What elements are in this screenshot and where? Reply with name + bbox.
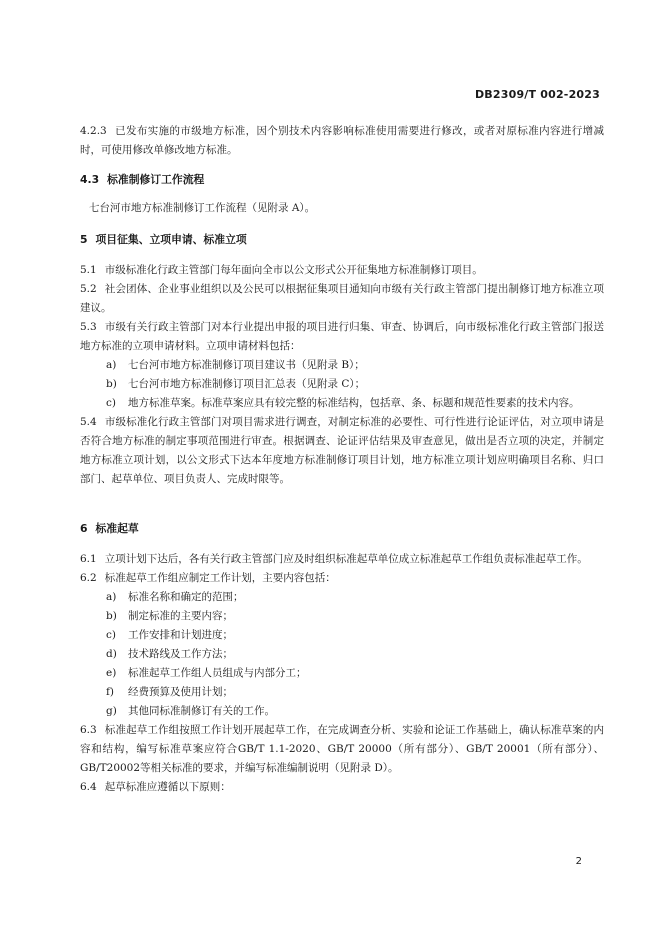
document-body: [80, 122, 604, 797]
list-item: [80, 664, 604, 683]
section-number: 4.3: [80, 173, 100, 186]
list-marker: g): [106, 705, 117, 717]
list-text: 其他同标准制修订有关的工作。: [128, 705, 275, 717]
section-heading-4-3: [80, 170, 604, 189]
clause-6-2-list: [80, 588, 604, 721]
clause-text: 立项计划下达后，各有关行政主管部门应及时组织标准起草单位成立标准起草工作组负责标准起草工作。: [104, 553, 588, 565]
clause-6-2: [80, 569, 604, 588]
clause-text: 市级标准化行政主管部门对项目需求进行调查，对制定标准的必要性、可行性进行论证评估，对立项申请是否符合地方标准的制定事项范围进行审查。根据调查、论证评估结果及审查意见，做出是否立项的决定，并制定地方标准立项计划，以公文形式下达本年度地方标准制修订项目计划，地方标准立项计划应明确项目名称、归口部门、起草单位、项目负责人、完成时限等。: [80, 416, 604, 485]
list-marker: a): [106, 359, 117, 371]
list-item: [80, 702, 604, 721]
list-item: [80, 356, 604, 375]
list-marker: b): [106, 610, 117, 622]
list-text: 制定标准的主要内容；: [128, 610, 233, 622]
list-text: 经费预算及使用计划；: [128, 686, 233, 698]
clause-text: 起草标准应遵循以下原则：: [104, 781, 231, 793]
list-marker: c): [106, 629, 116, 641]
section-title: 标准制修订工作流程: [107, 173, 205, 186]
list-text: 标准起草工作组人员组成与内部分工；: [128, 667, 307, 679]
list-text: 七台河市地方标准制修订项目建议书（见附录 B）；: [128, 359, 365, 371]
list-marker: e): [106, 667, 117, 679]
clause-6-4: [80, 778, 604, 797]
section-title: 标准起草: [95, 522, 139, 535]
clause-number: 6.1: [80, 553, 97, 565]
list-text: 技术路线及工作方法；: [128, 648, 233, 660]
clause-5-3: [80, 318, 604, 356]
clause-number: 5.4: [80, 416, 97, 428]
clause-number: 4.2.3: [80, 125, 107, 137]
list-marker: b): [106, 378, 117, 390]
clause-5-1: [80, 261, 604, 280]
section-title: 项目征集、立项申请、标准立项: [95, 233, 247, 246]
clause-6-1: [80, 550, 604, 569]
list-item: [80, 626, 604, 645]
clause-text: 已发布实施的市级地方标准，因个别技术内容影响标准使用需要进行修改，或者对原标准内容进行增减时，可使用修改单修改地方标准。: [80, 125, 604, 156]
list-item: [80, 375, 604, 394]
clause-text: 标准起草工作组应制定工作计划，主要内容包括：: [104, 572, 336, 584]
list-text: 地方标准草案。标准草案应具有较完整的标准结构，包括章、条、标题和规范性要素的技术内容。: [128, 397, 580, 409]
clause-number: 6.3: [80, 724, 97, 736]
list-marker: f): [106, 686, 114, 698]
clause-text: 市级标准化行政主管部门每年面向全市以公文形式公开征集地方标准制修订项目。: [104, 264, 483, 276]
clause-4-2-3: [80, 122, 604, 160]
section-4-3-text: 七台河市地方标准制修订工作流程（见附录 A）。: [89, 202, 316, 214]
section-number: 5: [80, 233, 88, 246]
list-text: 工作安排和计划进度；: [128, 629, 233, 641]
list-item: [80, 394, 604, 413]
section-heading-5: [80, 230, 604, 249]
list-item: [80, 588, 604, 607]
clause-5-4: [80, 413, 604, 489]
clause-number: 5.2: [80, 283, 97, 295]
clause-5-3-list: [80, 356, 604, 413]
clause-text: 市级有关行政主管部门对本行业提出申报的项目进行归集、审查、协调后，向市级标准化行政主管部门报送地方标准的立项申请材料。立项申请材料包括：: [80, 321, 604, 352]
clause-number: 6.4: [80, 781, 97, 793]
clause-text: 社会团体、企业事业组织以及公民可以根据征集项目通知向市级有关行政主管部门提出制修订地方标准立项建议。: [80, 283, 604, 314]
clause-number: 5.1: [80, 264, 97, 276]
list-marker: a): [106, 591, 117, 603]
page-number: 2: [575, 856, 582, 867]
list-marker: d): [106, 648, 117, 660]
list-text: 七台河市地方标准制修订项目汇总表（见附录 C）；: [128, 378, 366, 390]
clause-number: 6.2: [80, 572, 97, 584]
list-marker: c): [106, 397, 116, 409]
list-item: [80, 683, 604, 702]
list-item: [80, 607, 604, 626]
section-number: 6: [80, 522, 88, 535]
clause-text: 标准起草工作组按照工作计划开展起草工作，在完成调查分析、实验和论证工作基础上，确认标准草案的内容和结构，编写标准草案应符合GB/T 1.1-2020、GB/T 20000（所有部分）、GB/T 20001（所有部分）、GB/T20002等相关标准的要求，并编写标准编制说明（见附录 D）。: [80, 724, 604, 774]
list-text: 标准名称和确定的范围；: [128, 591, 244, 603]
clause-number: 5.3: [80, 321, 97, 333]
clause-6-3: [80, 721, 604, 778]
list-item: [80, 645, 604, 664]
document-code: DB2309/T 002-2023: [474, 88, 600, 101]
clause-5-2: [80, 280, 604, 318]
section-heading-6: [80, 519, 604, 538]
